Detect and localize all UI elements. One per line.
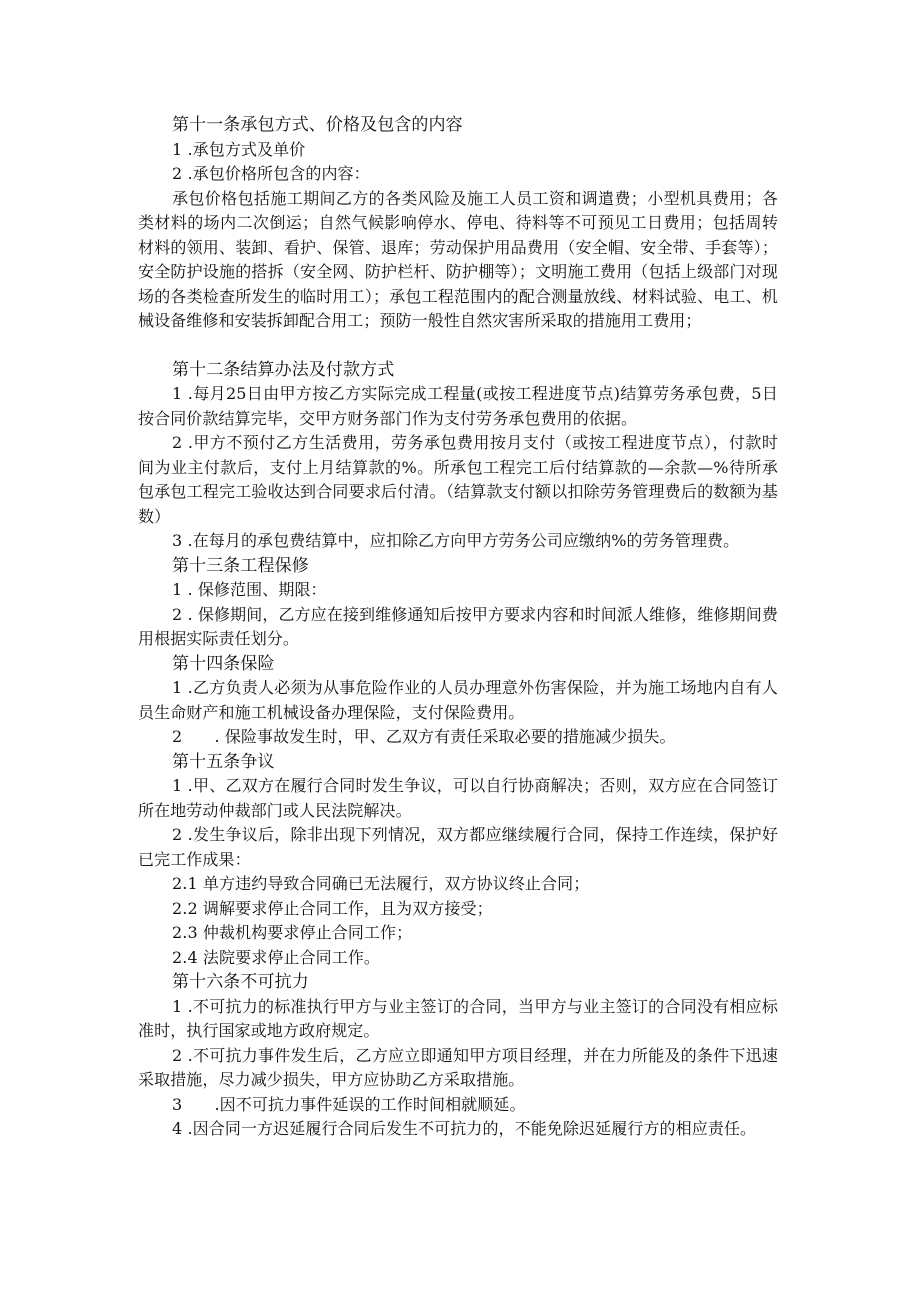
section-12-item-3: 3 .在每月的承包费结算中，应扣除乙方向甲方劳务公司应缴纳%的劳务管理费。 — [172, 531, 740, 550]
section-14-item-1: 1 .乙方负责人必须为从事危险作业的人员办理意外伤害保险，并为施工场地内自有人员生命财产和施工机械设备办理保险，支付保险费用。 — [138, 678, 778, 722]
section-16-item-4: 4 .因合同一方迟延履行合同后发生不可抗力的，不能免除迟延履行方的相应责任。 — [172, 1119, 757, 1138]
section-13-item-2: 2 . 保修期间，乙方应在接到维修通知后按甲方要求内容和时间派人维修，维修期间费用根据实际责任划分。 — [138, 604, 778, 648]
section-11-price-content: 承包价格包括施工期间乙方的各类风险及施工人员工资和调遣费；小型机具费用；各类材料的场内二次倒运；自然气候影响停水、停电、待料等不可预见工日费用；包括周转材料的领用、装卸、看护、保管、退库；劳动保护用品费用（安全帽、安全带、手套等）；安全防护设施的搭拆（安全网、防护栏杆、防护棚等）；文明施工费用（包括上级部门对现场的各类检查所发生的临时用工）；承包工程范围内的配合测量放线、材料试验、电工、机械设备维修和安装拆卸配合用工；预防一般性自然灾害所采取的措施用工费用； — [138, 188, 778, 330]
section-15-item-2-2: 2.2 调解要求停止合同工作，且为双方接受； — [172, 898, 493, 918]
section-16-item-1: 1 .不可抗力的标准执行甲方与业主签订的合同，当甲方与业主签订的合同没有相应标准时，执行国家或地方政府规定。 — [138, 996, 778, 1040]
section-15-item-1: 1 .甲、乙双方在履行合同时发生争议，可以自行协商解决；否则，双方应在合同签订所在地劳动仲裁部门或人民法院解决。 — [138, 776, 778, 820]
section-16-item-3: 3 .因不可抗力事件延误的工作时间相就顺延。 — [172, 1094, 526, 1114]
section-11-item-1: 1 .承包方式及单价 — [172, 139, 306, 159]
section-12-item-2: 2 .甲方不预付乙方生活费用，劳务承包费用按月支付（或按工程进度节点），付款时间为业主付款后，支付上月结算款的%。所承包工程完工后付结算款的—余款—%待所承包承包工程完工验收达到合同要求后付清。（结算款支付额以扣除劳务管理费后的数额为基数） — [138, 433, 778, 526]
section-15-heading: 第十五条争议 — [172, 751, 275, 772]
section-11-item-2: 2 .承包价格所包含的内容： — [172, 164, 370, 183]
section-15-item-2-3: 2.3 仲裁机构要求停止合同工作； — [172, 923, 413, 942]
section-16-heading: 第十六条不可抗力 — [172, 972, 309, 992]
section-13-heading: 第十三条工程保修 — [172, 555, 309, 576]
section-spacer — [138, 334, 778, 358]
section-11-heading: 第十一条承包方式、价格及包含的内容 — [172, 115, 463, 135]
section-15-item-2-1: 2.1 单方违约导致合同确已无法履行，双方协议终止合同； — [172, 874, 590, 893]
section-16-item-2: 2 .不可抗力事件发生后，乙方应立即通知甲方项目经理，并在力所能及的条件下迅速采取措施，尽力减少损失，甲方应协助乙方采取措施。 — [138, 1045, 778, 1089]
section-13-item-1: 1 . 保修范围、期限： — [172, 580, 327, 599]
section-14-item-2: 2 . 保险事故发生时，甲、乙双方有责任采取必要的措施减少损失。 — [172, 727, 676, 746]
section-12-heading: 第十二条结算办法及付款方式 — [172, 359, 395, 380]
section-15-item-2: 2 .发生争议后，除非出现下列情况，双方都应继续履行合同，保持工作连续，保护好已完工作成果： — [138, 825, 778, 869]
section-12-item-1: 1 .每月25日由甲方按乙方实际完成工程量(或按工程进度节点)结算劳务承包费，5日按合同价款结算完毕，交甲方财务部门作为支付劳务承包费用的依据。 — [138, 384, 778, 428]
section-14-heading: 第十四条保险 — [172, 653, 275, 674]
section-15-item-2-4: 2.4 法院要求停止合同工作。 — [172, 947, 381, 967]
document-body — [138, 113, 778, 1142]
